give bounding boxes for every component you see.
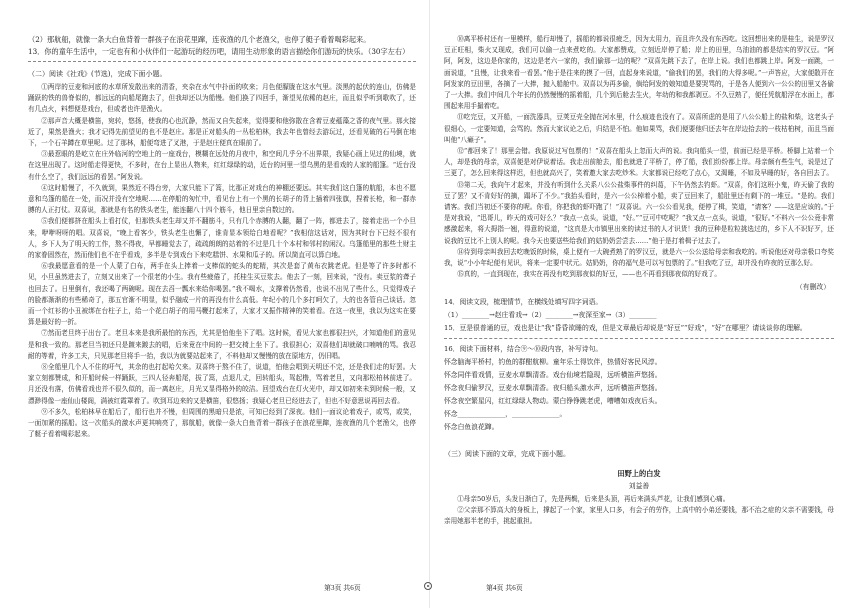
answer-line	[28, 61, 416, 62]
passage-paragraph-10: ⑩离平桥村还有一里模样，船行却慢了，摇船的都说很疲乏，因为太用力，而且许久没有东西吃。这回想出来的是桂生，说是罗汉豆正旺相，柴火又现成，我们可以偷一点来煮吃的。大家都赞成，立刻近岸停了船；岸上的田里，乌油油的都是结实的罗汉豆。“阿阿，阿发，这边是你家的，这边是老六一家的，我们偷那一边的呢？”双喜先跳下去了，在岸上说。我们也都跳上岸。阿发一面跳，一面说道，“且慢，让我来看一看罢。”他于是往来的摸了一回，直起身来说道，“偷我们的罢，我们的大得多呢。”一声答应，大家便散开在阿发家的豆田里，各摘了一大捧，抛入船舱中。双喜以为再多偷，倘给阿发的娘知道是要哭骂的，于是各人便到六一公公的田里又各偷了一大捧。我们中间几个年长的仍然慢慢的摇着船，几个到后舱去生火，年幼的和我都剥豆。不久豆熟了，便任凭航船浮在水面上，都围起来用手撮着吃。	[444, 35, 834, 111]
passage-paragraph-4: ④这时船慢了，不久就到，果然近不得台旁，大家只能下了篙，比那正对戏台的神棚还要远。其实我们这白篷的航船，本也不愿意和乌篷的船在一处，而况并没有空地呢……在停船的匆忙中，看见台上有一个黑的长胡子的背上插着四张旗，捏着长枪，和一群赤膊的人正打仗。双喜说，那就是有名的铁头老生，能连翻八十四个筋斗，他日里亲自数过的。	[28, 183, 416, 215]
passage-paragraph-2: ②那声音大概是横笛，宛转，悠扬，使我的心也沉静，然而又自失起来，觉得要和他弥散在含着豆麦蕴藻之香的夜气里。那火接近了，果然是渔火；我才记得先前望见的也不是赵庄。那是正对船头的一丛松柏林，我去年也曾经去游玩过，还看见破的石马倒在地下，一个石羊蹲在草里呢。过了那林，船便弯进了叉港，于是赵庄便真在眼前了。	[28, 116, 416, 148]
answer-line	[444, 338, 834, 339]
article-title: 田野上的白发	[617, 468, 661, 478]
page-number-right: 第4页 共6页	[486, 584, 523, 592]
poem-line-2: 怀念同伴看戏情，豆麦水草飘清香。戏台仙境若隐现，远听横笛声悠扬。	[444, 370, 662, 379]
question-13: 13．你的童年生活中，一定也有和小伙伴们一起游玩的经历吧，请用生动形象的语言描绘你们游玩的快乐。（30字左右）	[28, 47, 410, 56]
page-number-left: 第3页 共6页	[324, 584, 361, 592]
article-author: 刘益善	[628, 481, 650, 490]
passage-paragraph-3: ③最惹眼的是屹立在庄外临河的空地上的一座戏台，模糊在远处的月夜中，和空间几乎分不出界限，我疑心画上见过的仙境，就在这里出现了。这时船走得更快，不多时，在台上显出人物来，红红绿绿的动，近台的河里一望乌黑的是看戏的人家的船篷。“近台没有什么空了，我们远远的看罢。”阿发说。	[28, 150, 416, 181]
passage-paragraph-13: ⑬第二天，我向午才起来，并没有听到什么关系八公公盐柴事件的纠葛，下午仍然去钓虾。“双喜，你们这班小鬼，昨天偷了我的豆了罢？又不肯好好的摘，蹋坏了不少。”我抬头看时，是六一公公棹着小船，卖了豆回来了，船肚里还有剩下的一堆豆。“是的。我们请客。我们当初还不要你的呢。你看，你把我的虾吓跑了！”双喜说。六一公公看见我，便停了楫，笑道，“请客？——这是应该的。”于是对我说，“迅哥儿，昨天的戏可好么？”我点一点头，说道，“好。”“豆可中吃呢？”我又点一点头，说道，“很好。”不料六一公公竟非常感激起来，将大拇指一翘，得意的说道，“这真是大市镇里出来的读过书的人才识货！我的豆种是粒粒挑选过的，乡下人不识好歹，还说我的豆比不上别人的呢。我今天也要送些给我们的姑奶奶尝尝去……”他于是打着楫子过去了。	[444, 180, 834, 245]
binding-hole-icon	[424, 582, 432, 590]
passage-paragraph-9: ⑨不多久，松柏林早在船后了，船行也并不慢，但周围的黑暗只是浓，可知已经到了深夜。他们一面议论着戏子，或骂，或笑，一面加紧的摇船。这一次船头的激水声更其响亮了，那航船，就像一条大白鱼背着一群孩子在浪花里蹿，连夜渔的几个老渔父，也停了艇子看着喝彩起来。	[28, 407, 416, 439]
poem-line-3: 怀念夜归偷罗汉，豆麦水草飘清香。夜归船头激水声，远听横笛声悠扬。	[444, 383, 662, 392]
passage-paragraph-6: ⑥我最愿意看的是一个人蒙了白布，两手在头上捧着一支棒似的蛇头的蛇精，其次是套了黄布衣跳老虎。但是等了许多时都不见，小旦虽然进去了，立刻又出来了一个很老的小生。我有些疲倦了，托桂生买豆浆去。他去了一刻，回来说，“没有。卖豆浆的聋子也回去了。日里倒有，我还喝了两碗呢。现在去舀一瓢水来给你喝罢。”我不喝水，支撑着仍然看，也说不出见了些什么，只觉得戏子的脸都渐渐的有些稀奇了，那五官渐不明显，似乎融成一片的再没有什么高低。年纪小的几个多打呵欠了，大的也各管自己谈话。忽而一个红衫的小丑被绑在台柱子上，给一个花白胡子的用马鞭打起来了，大家才又振作精神的笑着看。在这一夜里，我以为这实在要算是最好的一折。	[28, 262, 416, 327]
passage-paragraph-14: ⑭待到母亲叫我回去吃晚饭的时候，桌上便有一大碗煮熟了的罗汉豆，就是六一公公送给母亲和我吃的。听说他还对母亲极口夸奖我，说“小小年纪便有见识，将来一定要中状元。姑奶奶，你的福气是可以写包票的了。”但我吃了豆，却并没有昨夜的豆那么好。	[444, 247, 834, 268]
passage-paragraph-12: ⑫“都回来了！那里会错。我原说过写包票的！”双喜在船头上忽而大声的说。我向船头一望，前面已经是平桥。桥脚上站着一个人，却是我的母亲，双喜便是对伊说着话。我走出前舱去，船也就进了平桥了，停了船，我们纷纷都上岸。母亲颇有些生气，说是过了三更了，怎么回来得这样迟，但也就高兴了，笑着邀大家去吃炒米。大家都说已经吃了点心，又渴睡，不如及早睡的好，各自回去了。	[444, 147, 834, 178]
question-16: 16．阅读下面材料，结合⑨～⑩段内容，补写诗句。	[444, 344, 603, 353]
right-page	[430, 0, 860, 608]
article-paragraph-1: ①母亲50岁后，头发日渐白了，先是两鬓，后来是头顶，再后来满头芦花，让我们感到心痛。	[457, 495, 730, 504]
section-heading-2: （二）阅读《社戏》(节选)，完成下面小题。	[28, 70, 167, 78]
poem-line-6: 怀念白鱼浪花蹿。	[444, 422, 499, 431]
passage-paragraph-5: ⑤我们便都挤在船头上看打仗，但那铁头老生却又并不翻筋斗，只有几个赤膊的人翻，翻了一阵，都进去了，接着走出一个小旦来，咿咿呀呀的唱。双喜说，“晚上看客少，铁头老生也懈了，谁肯显本领给白地看呢？”我相信这话对，因为其时台下已经不很有人，乡下人为了明天的工作，熬不得夜，早都睡觉去了，疏疏朗朗的站着的不过是几十个本村和邻村的闲汉。乌篷船里的那些土财主的家眷固然在，然而他们也不在乎看戏，多半是专到戏台下来吃糕饼、水果和瓜子的。所以简直可以算白地。	[28, 217, 416, 260]
section-heading-3: （三）阅读下面的文章，完成下面小题。	[444, 449, 570, 458]
spacer	[444, 434, 834, 442]
passage-paragraph-1: ①两岸的豆麦和河底的水草所发散出来的清香，夹杂在水气中扑面的吹来；月色便朦胧在这水气里。淡黑的起伏的连山，仿佛是踊跃的铁的兽脊似的，都远远的向船尾跑去了，但我却还以为船慢。他们换了四回手，渐望见依稀的赵庄，而且似乎听到歌吹了，还有几点火，料想便是戏台，但或者也许是渔火。	[28, 83, 416, 114]
passage-paragraph-8: ⑧全船里几个人不住的吁气，其余的也打起哈欠来。双喜终于熬不住了，说道，怕他会唱到天明还不完，还是我们走的好罢。大家立刻都赞成，和开船时候一样踊跃，三四人径奔船尾，拔了篙，点退几丈，回转船头，驾起橹，骂着老旦，又向那松柏林前进了。月还没有落，仿佛看戏也并不很久似的，而一离赵庄，月光又显得格外的皎洁。回望戏台在灯火光中，却又如初来未到时候一般，又漂渺得像一座仙山楼阁，满被红霞罩着了。吹到耳边来的又是横笛，很悠扬；我疑心老旦已经进去了，但也不好意思说再回去看。	[28, 363, 416, 405]
source-note: （有删改）	[796, 283, 830, 292]
poem-line-4: 怀念夜空繁星闪，红红绿绿人物动。蒙白铮铮跳老虎，嘈嘈如戏夜后头。	[444, 396, 662, 405]
poem-line-1: 怀念脑海平桥村，钓鱼的群酣航柳。童年乐土得饮伴，热情好客民风淳。	[444, 357, 662, 366]
article-paragraph-2: ②父亲那不算高大的身板上，撑起了一个家，家里人口多，有会子的劳作，上高中的小弟还要钱，那不治之症的父亲不需要钱，母亲用她那半老的手，挑起重担。	[444, 506, 834, 526]
poem-line-5: 怀念______________，______________。	[444, 409, 567, 418]
passage-paragraph-7: ⑦然而老旦终于出台了。老旦本来是我所最怕的东西，尤其是怕他坐下了唱。这时候，看见大家也都很扫兴，才知道他们的意见是和我一致的。那老旦当初还只是踱来踱去的唱，后来竟在中间的一把交椅上坐下了。我很担心；双喜他们却就破口喃喃的骂。我忍耐的等着，许多工夫，只见那老旦将手一抬，我以为就要站起来了，不料他却又慢慢的放在原地方，仍旧唱。	[28, 329, 416, 360]
question-2-line: （2）那航船，就像一条大白鱼背着一群孩子在浪花里蹿，连夜渔的几个老渔父，也停了艇子看着喝彩起来。	[28, 35, 371, 44]
passage-paragraph-11: ⑪吃完豆，又开船，一面洗器具，豆荚豆壳全抛在河水里，什么痕迹也没有了。双喜所虑的是用了八公公船上的盐和柴，这老头子很细心，一定要知道，会骂的。然而大家议论之后，归结是不怕。他如果骂，我们便要他归还去年在岸边拾去的一枝枯桕树，而且当面叫他“八癞子”。	[444, 113, 834, 144]
question-14: 14．阅读文段，梳理情节，在横线处填写四字词语。	[444, 297, 603, 306]
question-15: 15．豆是很普通的豆，戏也是让“我”昏昏欲睡的戏，但是文章最后却说是“好豆”“好戏”，“好”在哪里？请谈谈你的理解。	[444, 323, 807, 332]
passage-paragraph-15: ⑮真的，一直到现在，我实在再没有吃到那夜似的好豆，——也不再看到那夜似的好戏了。	[457, 270, 721, 279]
question-14-blanks: （1）________→赵庄看戏→（2）________→夜深至家→（3）________	[444, 310, 657, 319]
